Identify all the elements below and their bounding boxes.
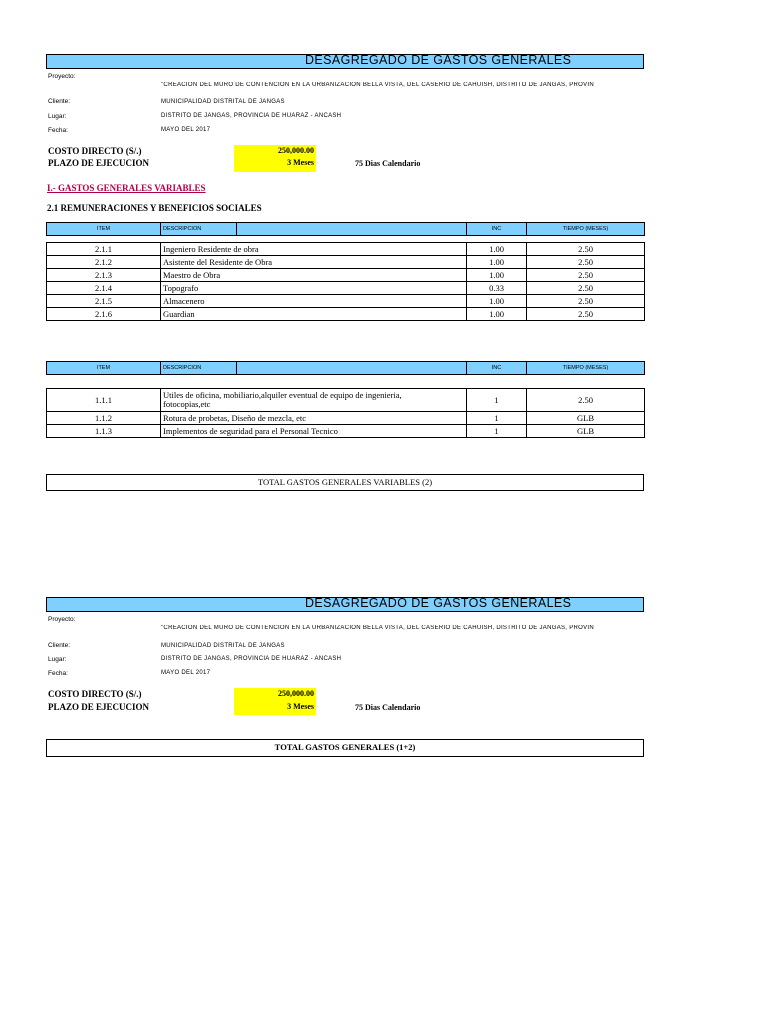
row-desc: Topografo	[161, 282, 467, 295]
gastos-header-table	[46, 361, 645, 375]
proyecto-label: Proyecto:	[48, 73, 76, 80]
row-inc: 1.00	[467, 295, 527, 308]
row-tiempo: GLB	[527, 412, 645, 425]
plazo-dias-2: 75 Dias Calendario	[355, 703, 421, 712]
table-row	[47, 308, 645, 321]
cliente-value-2: MUNICIPALIDAD DISTRITAL DE JANGAS	[161, 643, 285, 649]
row-inc: 1.00	[467, 243, 527, 256]
row-item: 2.1.2	[47, 256, 161, 269]
proyecto-value-2: "CREACIÓN DEL MURO DE CONTENCIÓN EN LA URBANIZACIÓN BELLA VISTA, DEL CASERÍO DE CAHUISH, DISTRITO DE JANGAS, PROVIN	[161, 625, 595, 631]
header-inc: INC	[467, 223, 527, 236]
cliente-label-2: Cliente:	[48, 642, 71, 649]
row-item: 2.1.5	[47, 295, 161, 308]
proyecto-value: "CREACIÓN DEL MURO DE CONTENCIÓN EN LA URBANIZACIÓN BELLA VISTA, DEL CASERÍO DE CAHUISH, DISTRITO DE JANGAS, PROVIN	[161, 82, 595, 88]
row-item: 1.1.2	[47, 412, 161, 425]
row-desc: Guardian	[161, 308, 467, 321]
header-item: ITEM	[47, 362, 161, 375]
gastos-variables-heading: I.- GASTOS GENERALES VARIABLES	[47, 183, 206, 193]
header-tiempo: TIEMPO (MESES)	[527, 362, 645, 375]
fecha-label-2: Fecha:	[48, 670, 68, 677]
row-desc-line1: Utiles de oficina, mobiliario,alquiler eventual de equipo de ingenieria,	[163, 390, 402, 400]
lugar-label: Lugar:	[48, 113, 67, 120]
row-inc: 1.00	[467, 256, 527, 269]
remuneraciones-table	[46, 242, 645, 321]
section2-title: DESAGREGADO DE GASTOS GENERALES	[305, 596, 572, 610]
section1-title: DESAGREGADO DE GASTOS GENERALES	[305, 53, 572, 67]
row-item: 2.1.1	[47, 243, 161, 256]
row-desc: Ingeniero Residente de obra	[161, 243, 467, 256]
row-tiempo: 2.50	[527, 256, 645, 269]
cliente-label: Cliente:	[48, 98, 71, 105]
fecha-value-2: MAYO DEL 2017	[161, 670, 211, 676]
row-tiempo: 2.50	[527, 269, 645, 282]
lugar-label-2: Lugar:	[48, 656, 67, 663]
section1-title-bar	[46, 54, 644, 69]
costo-label: COSTO DIRECTO (S/.)	[48, 146, 142, 156]
plazo-label: PLAZO DE EJECUCION	[48, 158, 150, 168]
table-row	[47, 282, 645, 295]
table-row	[47, 389, 645, 412]
table-row	[47, 425, 645, 438]
row-desc	[161, 389, 467, 412]
table-row	[47, 256, 645, 269]
header-inc: INC	[467, 362, 527, 375]
plazo-value: 3 Meses	[287, 158, 314, 167]
row-inc: 0.33	[467, 282, 527, 295]
lugar-value-2: DISTRITO DE JANGAS, PROVINCIA DE HUARAZ - ANCASH	[161, 656, 342, 662]
row-tiempo: 2.50	[527, 308, 645, 321]
header-descripcion: DESCRIPCION	[161, 223, 237, 236]
row-desc: Rotura de probetas, Diseño de mezcla, etc	[161, 412, 467, 425]
plazo-dias: 75 Dias Calendario	[355, 159, 421, 168]
plazo-value-2: 3 Meses	[287, 702, 314, 711]
row-tiempo: 2.50	[527, 243, 645, 256]
row-desc: Asistente del Residente de Obra	[161, 256, 467, 269]
row-inc: 1.00	[467, 269, 527, 282]
gastos-table	[46, 388, 645, 438]
header-tiempo: TIEMPO (MESES)	[527, 223, 645, 236]
row-item: 1.1.3	[47, 425, 161, 438]
row-inc: 1	[467, 425, 527, 438]
header-item: ITEM	[47, 223, 161, 236]
remuneraciones-header-table	[46, 222, 645, 236]
total-variables-label: TOTAL GASTOS GENERALES VARIABLES (2)	[257, 477, 433, 487]
lugar-value: DISTRITO DE JANGAS, PROVINCIA DE HUARAZ - ANCASH	[161, 113, 342, 119]
plazo-label-2: PLAZO DE EJECUCION	[48, 702, 150, 712]
row-inc: 1	[467, 412, 527, 425]
costo-label-2: COSTO DIRECTO (S/.)	[48, 689, 142, 699]
row-item: 1.1.1	[47, 389, 161, 412]
row-tiempo: 2.50	[527, 389, 645, 412]
remuneraciones-subheading: 2.1 REMUNERACIONES Y BENEFICIOS SOCIALES	[47, 203, 262, 213]
row-desc: Almacenero	[161, 295, 467, 308]
row-desc: Implementos de seguridad para el Personal Tecnico	[161, 425, 467, 438]
row-tiempo: 2.50	[527, 295, 645, 308]
row-item: 2.1.3	[47, 269, 161, 282]
row-inc: 1.00	[467, 308, 527, 321]
table-row	[47, 269, 645, 282]
row-item: 2.1.4	[47, 282, 161, 295]
section2-title-bar	[46, 597, 644, 612]
row-item: 2.1.6	[47, 308, 161, 321]
costo-value: 250,000.00	[278, 146, 314, 155]
table-row	[47, 412, 645, 425]
total-variables-box	[46, 474, 644, 491]
row-tiempo: GLB	[527, 425, 645, 438]
table-row	[47, 295, 645, 308]
proyecto-label-2: Proyecto:	[48, 616, 76, 623]
row-desc: Maestro de Obra	[161, 269, 467, 282]
fecha-value: MAYO DEL 2017	[161, 127, 211, 133]
row-desc-line2: fotocopias,etc	[163, 399, 211, 409]
costo-value-2: 250,000.00	[278, 689, 314, 698]
header-descripcion: DESCRIPCION	[161, 362, 237, 375]
total-generales-label: TOTAL GASTOS GENERALES (1+2)	[274, 742, 416, 752]
row-inc: 1	[467, 389, 527, 412]
fecha-label: Fecha:	[48, 127, 68, 134]
table-row	[47, 243, 645, 256]
row-tiempo: 2.50	[527, 282, 645, 295]
total-generales-box	[46, 739, 644, 757]
cliente-value: MUNICIPALIDAD DISTRITAL DE JANGAS	[161, 99, 285, 105]
